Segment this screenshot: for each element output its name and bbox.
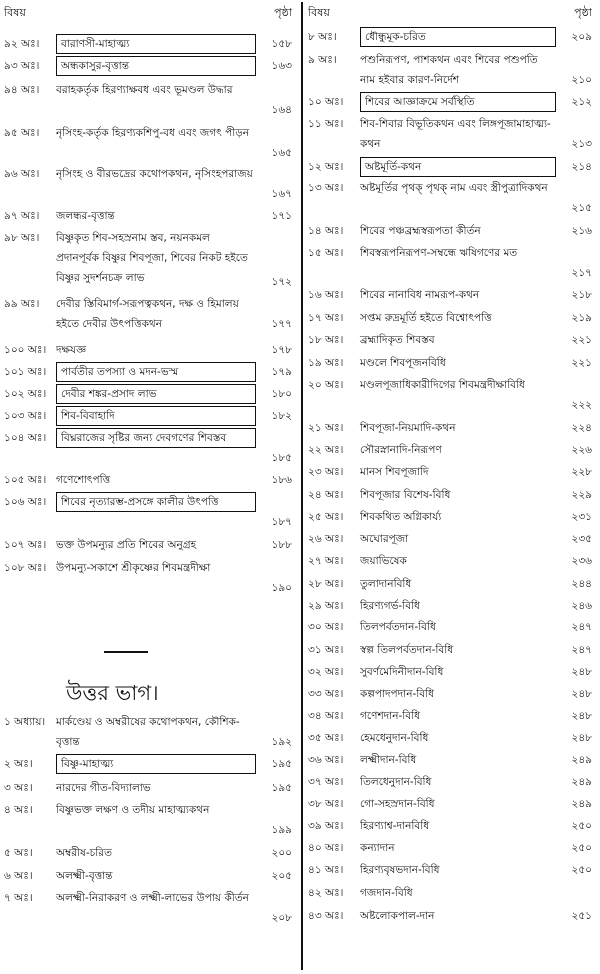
header-subject: বিষয় (308, 6, 330, 19)
toc-entry (304, 308, 600, 328)
toc-entry (304, 485, 600, 505)
toc-entry (0, 800, 300, 840)
chapter-title: হিরণ্যগর্ভ-বিধি (360, 600, 420, 612)
chapter-number: ১৯ অঃ। (308, 357, 344, 369)
chapter-number: ৮ অঃ। (308, 31, 337, 43)
page-number: ২১০ (571, 74, 592, 86)
page-number: ১৮৭ (271, 516, 292, 528)
chapter-number: ২০ অঃ। (308, 379, 344, 391)
toc-entry (304, 860, 600, 880)
chapter-title: গণেশদান-বিধি (360, 710, 421, 722)
chapter-title: বরাহকর্তৃক হিরণ্যাক্ষবধ এবং ভূমণ্ডল উদ্ধার (56, 84, 233, 96)
chapter-title: গণেশোৎপত্তি (56, 474, 111, 486)
column-divider (301, 2, 303, 970)
toc-entry (304, 574, 600, 594)
chapter-title: শিবপূজা-নিয়মাদি-কথন (360, 422, 456, 434)
chapter-title: দক্ষযজ্ঞ (56, 344, 87, 356)
page-number: ১৮৮ (271, 539, 292, 551)
chapter-title: দেবীর স্তিবিমার্গ-সরূপত্বকথন, দক্ষ ও হিমালয় হইতে দেবীর উৎপত্তিকথন (56, 298, 239, 330)
page-number: ১৬৪ (271, 104, 292, 116)
chapter-number: ৯২ অঃ। (4, 38, 40, 50)
chapter-number: ৩৬ অঃ। (308, 754, 344, 766)
chapter-number: ৯৫ অঃ। (4, 127, 40, 139)
chapter-title: শিবপূজার বিশেষ-বিধি (360, 489, 451, 501)
chapter-title: মণ্ডলপূজাধিকারীদিগের শিবমন্ত্রদীক্ষাবিধি (360, 379, 525, 391)
page-number: ২১৫ (571, 202, 592, 214)
chapter-number: ২২ অঃ। (308, 444, 344, 456)
page-number: ২২২ (571, 399, 592, 411)
chapter-title: ধৌন্ধুমূক-চরিত (360, 27, 556, 47)
chapter-number: ৭ অঃ। (4, 892, 33, 904)
toc-entry (304, 750, 600, 770)
page-number: ২০৫ (271, 870, 292, 882)
toc-entry (0, 406, 300, 426)
page-number: ২৪৬ (571, 600, 592, 612)
chapter-title: ব্রহ্মাদিকৃত শিবস্তব (360, 334, 435, 346)
chapter-title: অলক্ষ্মী-নিরাকরণ ও লক্ষ্মী-লাভের উপায় কীর্তন (56, 892, 249, 904)
chapter-title: শিবের নানাবিধ নামরূপ-কথন (360, 289, 480, 301)
toc-entry (304, 418, 600, 438)
page-number: ২৪৮ (571, 666, 592, 678)
toc-entry (304, 92, 600, 112)
toc-entry (0, 228, 300, 292)
chapter-number: ৩৩ অঃ। (308, 688, 344, 700)
header-subject: বিষয় (4, 6, 26, 19)
chapter-number: ১৭ অঃ। (308, 312, 344, 324)
page-number: ১৯৫ (271, 782, 292, 794)
toc-entry (304, 507, 600, 527)
toc-entry (304, 551, 600, 571)
toc-entry (304, 462, 600, 482)
chapter-number: ১০১ অঃ। (4, 366, 47, 378)
toc-entry (0, 206, 300, 226)
toc-entry (304, 157, 600, 177)
toc-entry (0, 34, 300, 54)
toc-entry (304, 221, 600, 241)
page-number: ২১২ (571, 96, 592, 108)
toc-entry (304, 440, 600, 460)
toc-entry (0, 80, 300, 120)
chapter-number: ১৫ অঃ। (308, 247, 344, 259)
right-column (304, 0, 600, 974)
toc-entry (304, 662, 600, 682)
page-number: ২৪৮ (571, 732, 592, 744)
page-number: ১৭৯ (271, 366, 292, 378)
chapter-title: সুবর্ণমেদিনীদান-বিধি (360, 666, 444, 678)
toc-entry (0, 843, 300, 863)
page-number: ২১৮ (571, 289, 592, 301)
page-number: ২৩৬ (571, 555, 592, 567)
page-number: ২২৮ (571, 466, 592, 478)
toc-entry (304, 794, 600, 814)
chapter-title: বিষ্ণু-মাহাত্ম্য (56, 754, 256, 774)
page-number: ১৫৮ (271, 38, 292, 50)
chapter-number: ৩৪ অঃ। (308, 710, 344, 722)
chapter-number: ৩৭ অঃ। (308, 776, 344, 788)
page-number: ২৪৭ (571, 621, 592, 633)
toc-entry (0, 778, 300, 798)
chapter-number: ১০৫ অঃ। (4, 474, 47, 486)
chapter-title: বারাণসী-মাহাত্ম্য (56, 34, 256, 54)
chapter-number: ১১ অঃ। (308, 118, 344, 130)
page-number: ১৮৫ (271, 452, 292, 464)
chapter-number: ১৮ অঃ। (308, 334, 344, 346)
page-number: ২৫০ (571, 820, 592, 832)
page-number: ২২১ (571, 334, 592, 346)
toc-entry (304, 353, 600, 373)
chapter-title: পশুনিরূপণ, পাশকথন এবং শিবের পশুপতি নাম হইবার কারণ-নির্দেশ (360, 54, 538, 86)
chapter-title: মার্কণ্ডেয় ও অম্বরীষের কথোপকথন, কৌশিক-বৃত্তান্ত (56, 716, 240, 748)
toc-entry (0, 754, 300, 774)
chapter-number: ২৯ অঃ। (308, 600, 344, 612)
chapter-number: ৩১ অঃ। (308, 644, 344, 656)
page-number: ২১৪ (571, 161, 592, 173)
chapter-title: শিবের পঞ্চব্রহ্মস্বরূপতা কীর্তন (360, 225, 481, 237)
page-number: ১৮৬ (271, 474, 292, 486)
chapter-title: অষ্টলোকপাল-দান (360, 910, 435, 922)
chapter-number: ৪০ অঃ। (308, 842, 344, 854)
toc-entry (304, 816, 600, 836)
chapter-title: পার্বতীর তপস্যা ও মদন-ভস্ম (56, 362, 256, 382)
toc-entry (0, 866, 300, 886)
chapter-number: ১২ অঃ। (308, 161, 344, 173)
chapter-title: জলন্ধর-বৃত্তান্ত (56, 210, 115, 222)
chapter-number: ৩ অঃ। (4, 782, 33, 794)
toc-entry (304, 838, 600, 858)
chapter-title: তুলাদানবিধি (360, 578, 412, 590)
page-number: ২২৯ (571, 489, 592, 501)
toc-entry (0, 294, 300, 334)
page-number: ২০৯ (571, 31, 592, 43)
toc-entry (304, 706, 600, 726)
chapter-number: ১ অধ্যায়। (4, 716, 46, 728)
toc-entry (304, 906, 600, 926)
chapter-number: ১০ অঃ। (308, 96, 344, 108)
toc-entry (0, 428, 300, 468)
chapter-title: বিষ্ণুকৃত শিব-সহস্রনাম স্তব, নয়নকমল প্রদানপূর্বক বিষ্ণুর শিবপূজা, শিবের নিকট হইতে বিষ্ণুর সুদর্শনচক্র লাভ (56, 232, 248, 284)
page-number: ২২১ (571, 357, 592, 369)
page-number: ২১৭ (571, 267, 592, 279)
page-number: ২৪৮ (571, 710, 592, 722)
chapter-number: ২৫ অঃ। (308, 511, 344, 523)
chapter-number: ১৪ অঃ। (308, 225, 344, 237)
toc-entry (304, 728, 600, 748)
toc-entry (0, 340, 300, 360)
chapter-title: নৃসিংহ ও বীরভদ্রের কথোপকথন, নৃসিংহপরাজয় (56, 168, 253, 180)
column-header (0, 4, 300, 20)
page-number: ১৬৩ (271, 60, 292, 72)
page-number: ২৪৯ (571, 798, 592, 810)
toc-entry (304, 772, 600, 792)
chapter-number: ২৬ অঃ। (308, 533, 344, 545)
chapter-number: ১০০ অঃ। (4, 344, 47, 356)
toc-entry (304, 375, 600, 415)
chapter-title: কল্পপাদপদান-বিধি (360, 688, 435, 700)
chapter-number: ১০৭ অঃ। (4, 539, 47, 551)
page-number: ১৭১ (271, 210, 292, 222)
chapter-number: ৯৮ অঃ। (4, 232, 40, 244)
chapter-number: ৯ অঃ। (308, 54, 337, 66)
page-number: ২৫০ (571, 864, 592, 876)
header-page: পৃষ্ঠা (574, 6, 592, 19)
page-number: ১৭৭ (271, 318, 292, 330)
page-number: ১৯৯ (271, 824, 292, 836)
chapter-title: মণ্ডলে শিবপূজনবিধি (360, 357, 446, 369)
chapter-number: ৩৯ অঃ। (308, 820, 344, 832)
chapter-title: নারদের গীত-বিদ্যালাভ (56, 782, 151, 794)
chapter-title: সপ্তম রুদ্রমূর্তি হইতে বিশ্বোৎপত্তি (360, 312, 492, 324)
chapter-number: ২ অঃ। (4, 758, 33, 770)
toc-entry (0, 492, 300, 532)
toc-entry (0, 535, 300, 555)
header-page: পৃষ্ঠা (274, 6, 292, 19)
chapter-number: ৪ অঃ। (4, 804, 33, 816)
chapter-title: উপমন্যু-সকাশে শ্রীকৃষ্ণের শিবমন্ত্রদীক্ষা (56, 562, 211, 574)
toc-entry (304, 529, 600, 549)
section-title: উত্তর ভাগ। (66, 681, 159, 705)
column-header (304, 4, 600, 20)
toc-entry (304, 617, 600, 637)
chapter-number: ১০২ অঃ। (4, 388, 47, 400)
page-number: ২৪৮ (571, 688, 592, 700)
toc-entry (0, 123, 300, 163)
chapter-number: ৬ অঃ। (4, 870, 33, 882)
chapter-number: ৯৪ অঃ। (4, 84, 40, 96)
chapter-number: ৯৭ অঃ। (4, 210, 40, 222)
chapter-number: ৯৯ অঃ। (4, 298, 40, 310)
chapter-number: ১৩ অঃ। (308, 182, 344, 194)
toc-entry (304, 640, 600, 660)
toc-entry (0, 56, 300, 76)
chapter-number: ১৬ অঃ। (308, 289, 344, 301)
chapter-title: দেবীর শঙ্কর-প্রসাদ লাভ (56, 384, 256, 404)
chapter-number: ৩৮ অঃ। (308, 798, 344, 810)
chapter-number: ৪২ অঃ। (308, 887, 344, 899)
chapter-number: ২১ অঃ। (308, 422, 344, 434)
page-number: ২৪৯ (571, 754, 592, 766)
toc-entry (304, 596, 600, 616)
toc-entry (0, 888, 300, 928)
page-number: ১৮২ (271, 410, 292, 422)
chapter-title: শিব-বিবাহাদি (56, 406, 256, 426)
chapter-title: গজদান-বিধি (360, 887, 413, 899)
toc-entry (304, 114, 600, 154)
chapter-title: অঘোরপূজা (360, 533, 409, 545)
toc-entry (0, 558, 300, 598)
chapter-title: হিরণ্যাশ্ব-দানবিধি (360, 820, 430, 832)
chapter-title: শিব-শিবার বিভূতিকথন এবং লিঙ্গপূজামাহাত্ম্য-কথন (360, 118, 551, 150)
page-number: ১৬৭ (271, 188, 292, 200)
chapter-title: হিরণ্যবৃষভদান-বিধি (360, 864, 440, 876)
chapter-title: গো-সহস্রদান-বিধি (360, 798, 435, 810)
chapter-number: ১০৩ অঃ। (4, 410, 47, 422)
toc-entry (304, 684, 600, 704)
page-number: ১৮০ (271, 388, 292, 400)
chapter-title: হেমধেনুদান-বিধি (360, 732, 429, 744)
toc-entry (304, 285, 600, 305)
page-number: ২৫১ (571, 910, 592, 922)
chapter-number: ৯৩ অঃ। (4, 60, 40, 72)
chapter-title: শিবের নৃত্যারম্ভ-প্রসঙ্গে কালীর উৎপত্তি (56, 492, 256, 512)
page-number: ২২৪ (571, 422, 592, 434)
toc-entry (304, 883, 600, 903)
chapter-number: ৩৫ অঃ। (308, 732, 344, 744)
page-number: ১৯২ (271, 736, 292, 748)
toc-entry (0, 470, 300, 490)
chapter-title: অন্ধকাসুর-বৃত্তান্ত (56, 56, 256, 76)
page-number: ১৯০ (271, 582, 292, 594)
chapter-number: ২৮ অঃ। (308, 578, 344, 590)
toc-entry (0, 384, 300, 404)
chapter-number: ৩২ অঃ। (308, 666, 344, 678)
chapter-title: সৌরস্নানাদি-নিরূপণ (360, 444, 442, 456)
page-number: ১৭২ (271, 276, 292, 288)
page-number: ২৩৫ (571, 533, 592, 545)
chapter-number: ৪১ অঃ। (308, 864, 344, 876)
page-number: ২০৮ (271, 912, 292, 924)
page-number: ২৩১ (571, 511, 592, 523)
page-number: ২৫০ (571, 842, 592, 854)
page-number: ২০০ (271, 847, 292, 859)
toc-entry (304, 330, 600, 350)
toc-entry (0, 362, 300, 382)
chapter-title: অলক্ষ্মী-বৃত্তান্ত (56, 870, 113, 882)
page-number: ২২৬ (571, 444, 592, 456)
chapter-number: ৫ অঃ। (4, 847, 33, 859)
toc-entry (0, 712, 300, 752)
page-number: ২১৩ (571, 138, 592, 150)
chapter-title: কন্যাদান (360, 842, 395, 854)
chapter-number: ১০৮ অঃ। (4, 562, 47, 574)
toc-entry (304, 178, 600, 218)
chapter-title: শিবস্বরূপনিরূপণ-সম্বন্ধে ঋষিগণের মত (360, 247, 518, 259)
chapter-title: তিলপর্বতদান-বিধি (360, 621, 436, 633)
chapter-number: ২৩ অঃ। (308, 466, 344, 478)
page-number: ১৭৮ (271, 344, 292, 356)
chapter-title: মানস শিবপূজাদি (360, 466, 429, 478)
chapter-number: ৪৩ অঃ। (308, 910, 344, 922)
chapter-title: তিলধেনুদান-বিধি (360, 776, 432, 788)
page-number: ২৪৭ (571, 644, 592, 656)
page-number: ২১৬ (571, 225, 592, 237)
chapter-title: অষ্টমূর্তির পৃথক্ পৃথক্ নাম এবং স্ত্রীপুত্রাদিকথন (360, 182, 548, 194)
toc-entry (304, 243, 600, 283)
chapter-title: শিবের আজ্ঞাক্রমে সর্বস্থিতি (360, 92, 556, 112)
chapter-title: শিবকথিত অগ্নিকার্য্য (360, 511, 442, 523)
toc-entry (304, 27, 600, 47)
chapter-title: লক্ষ্মীদান-বিধি (360, 754, 417, 766)
chapter-title: ভক্ত উপমন্যুর প্রতি শিবের অনুগ্রহ (56, 539, 197, 551)
chapter-number: ২৭ অঃ। (308, 555, 344, 567)
chapter-title: বিঘ্নরাজের সৃষ্টির জন্য দেবগণের শিবস্তব (56, 428, 256, 448)
chapter-title: স্বল্প তিলপর্বতদান-বিধি (360, 644, 454, 656)
chapter-number: ৯৬ অঃ। (4, 168, 40, 180)
page-number: ২১৯ (571, 312, 592, 324)
chapter-title: বিষ্ণুভক্ত লক্ষণ ও তদীয় মাহাত্ম্যকথন (56, 804, 210, 816)
chapter-number: ২৪ অঃ। (308, 489, 344, 501)
chapter-title: অষ্টমূর্তি-কথন (360, 157, 556, 177)
toc-entry (304, 50, 600, 90)
chapter-title: নৃসিংহ-কর্তৃক হিরণ্যকশিপু-বধ এবং জগৎ পীড়ন (56, 127, 249, 139)
chapter-title: অম্বরীষ-চরিত (56, 847, 112, 859)
chapter-number: ১০৪ অঃ। (4, 432, 47, 444)
chapter-title: জয়াভিষেক (360, 555, 407, 567)
page-number: ২৪৯ (571, 776, 592, 788)
section-divider (104, 651, 148, 653)
page-number: ২৪৪ (571, 578, 592, 590)
chapter-number: ১০৬ অঃ। (4, 496, 47, 508)
chapter-number: ৩০ অঃ। (308, 621, 344, 633)
page-number: ১৯৫ (271, 758, 292, 770)
page-number: ১৬৫ (271, 147, 292, 159)
toc-entry (0, 164, 300, 204)
